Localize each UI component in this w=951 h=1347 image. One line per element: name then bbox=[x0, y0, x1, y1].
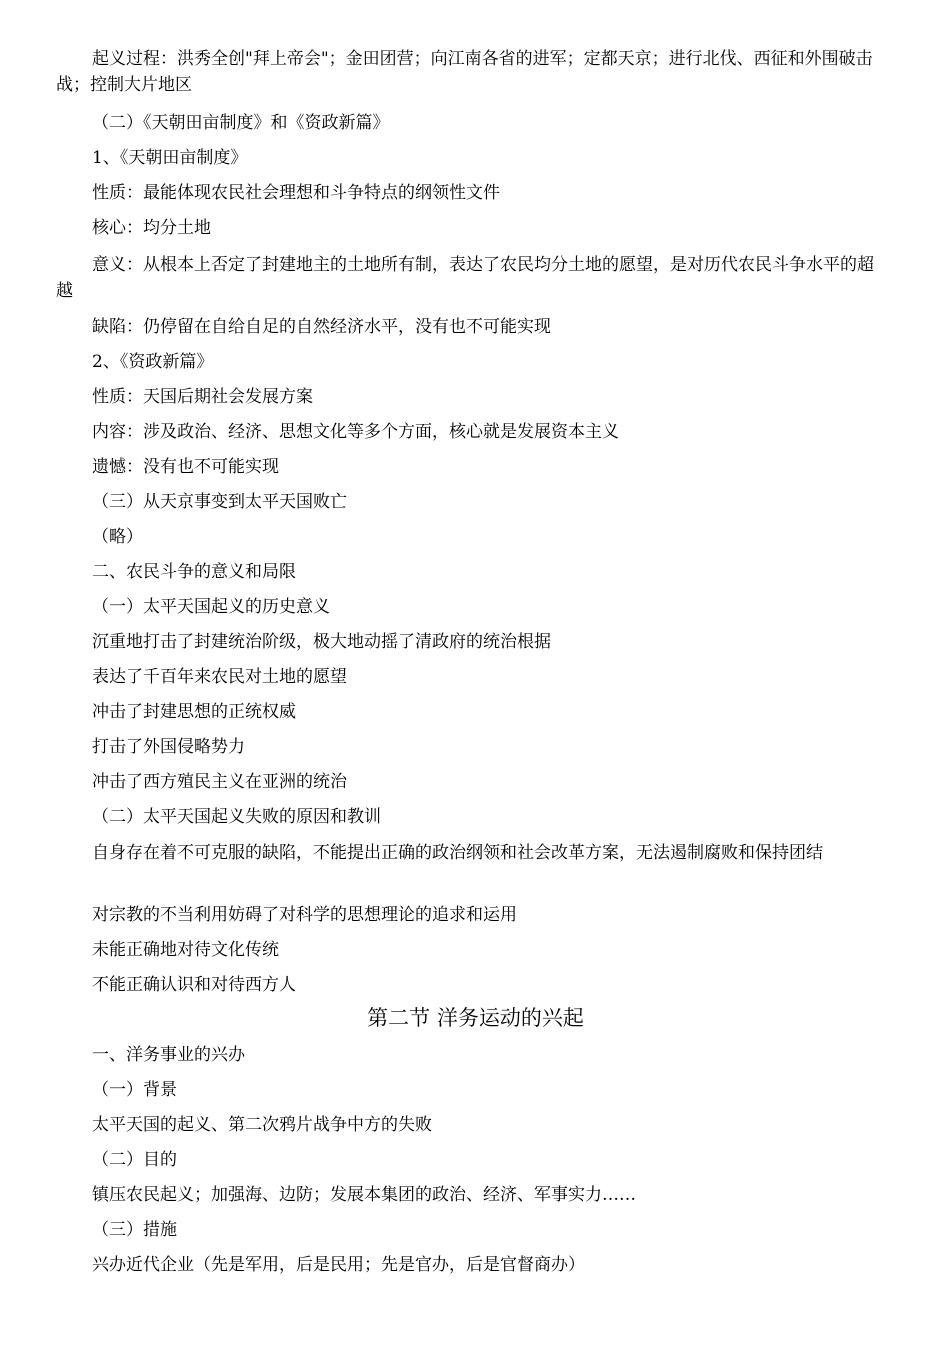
new-policy-regret: 遗憾：没有也不可能实现 bbox=[92, 457, 279, 477]
failure-reason-3: 未能正确地对待文化传统 bbox=[92, 940, 279, 960]
heading-measures: （三）措施 bbox=[92, 1220, 177, 1240]
significance-item-1: 沉重地打击了封建统治阶级，极大地动摇了清政府的统治根据 bbox=[92, 632, 551, 652]
heading-peasant-struggle: 二、农民斗争的意义和局限 bbox=[92, 562, 296, 582]
heading-failure-reasons: （二）太平天国起义失败的原因和教训 bbox=[92, 807, 381, 827]
significance-item-4: 打击了外国侵略势力 bbox=[92, 737, 245, 757]
heading-new-policy: 2、《资政新篇》 bbox=[92, 352, 214, 372]
heading-tianjing-incident: （三）从天京事变到太平天国败亡 bbox=[92, 492, 347, 512]
significance-item-2: 表达了千百年来农民对土地的愿望 bbox=[92, 667, 347, 687]
purpose-text: 镇压农民起义；加强海、边防；发展本集团的政治、经济、军事实力…… bbox=[92, 1185, 636, 1205]
new-policy-nature: 性质：天国后期社会发展方案 bbox=[92, 387, 313, 407]
section-title: 第二节 洋务运动的兴起 bbox=[367, 1006, 584, 1030]
new-policy-content: 内容：涉及政治、经济、思想文化等多个方面，核心就是发展资本主义 bbox=[92, 422, 619, 442]
heading-background: （一）背景 bbox=[92, 1080, 177, 1100]
land-system-significance-paragraph: 意义：从根本上否定了封建地主的土地所有制，表达了农民均分土地的愿望，是对历代农民斗争水平的超越 bbox=[56, 255, 874, 301]
failure-reason-paragraph: 自身存在着不可克服的缺陷，不能提出正确的政治纲领和社会改革方案，无法遏制腐败和保持团结 bbox=[92, 843, 823, 863]
heading-westernization-enterprise: 一、洋务事业的兴办 bbox=[92, 1045, 245, 1065]
background-text: 太平天国的起义、第二次鸦片战争中方的失败 bbox=[92, 1115, 432, 1135]
measures-text: 兴办近代企业（先是军用，后是民用；先是官办，后是官督商办） bbox=[92, 1255, 585, 1275]
significance-item-5: 冲击了西方殖民主义在亚洲的统治 bbox=[92, 772, 347, 792]
heading-land-system-and-new-policy: （二）《天朝田亩制度》和《资政新篇》 bbox=[92, 113, 390, 133]
land-system-defect: 缺陷：仍停留在自给自足的自然经济水平，没有也不可能实现 bbox=[92, 317, 551, 337]
significance-item-3: 冲击了封建思想的正统权威 bbox=[92, 702, 296, 722]
land-system-core: 核心：均分土地 bbox=[92, 218, 211, 238]
heading-historical-significance: （一）太平天国起义的历史意义 bbox=[92, 597, 330, 617]
uprising-process-paragraph: 起义过程：洪秀全创"拜上帝会"；金田团营；向江南各省的进军；定都天京；进行北伐、西征和外围破击战；控制大片地区 bbox=[56, 49, 873, 95]
failure-reason-4: 不能正确认识和对待西方人 bbox=[92, 975, 296, 995]
omitted-note: （略） bbox=[92, 527, 143, 547]
failure-reason-2: 对宗教的不当利用妨碍了对科学的思想理论的追求和运用 bbox=[92, 905, 517, 925]
heading-land-system: 1、《天朝田亩制度》 bbox=[92, 148, 248, 168]
heading-purpose: （二）目的 bbox=[92, 1150, 177, 1170]
land-system-nature: 性质：最能体现农民社会理想和斗争特点的纲领性文件 bbox=[92, 183, 500, 203]
